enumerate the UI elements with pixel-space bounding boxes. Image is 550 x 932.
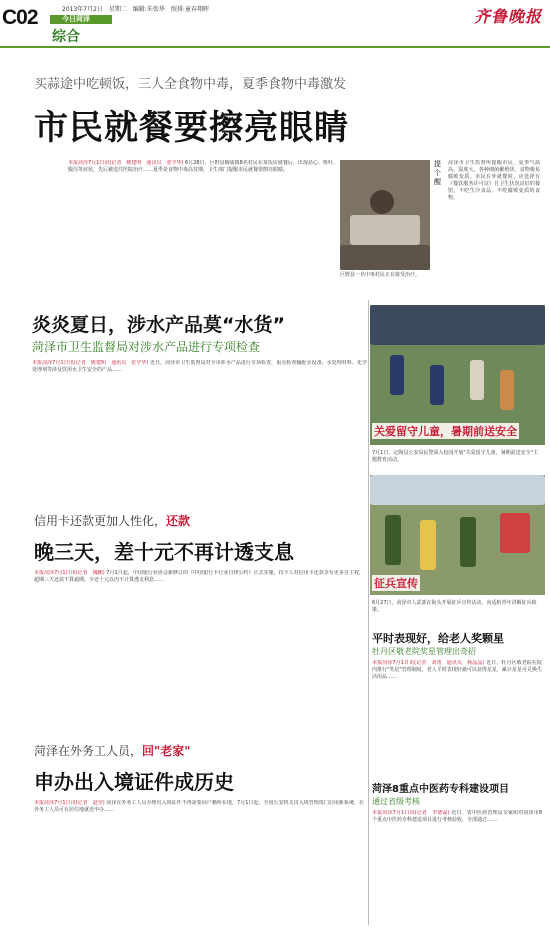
story2-headline: 炎炎夏日，涉水产品莫“水货”	[32, 314, 285, 336]
story5-headline: 申办出入境证件成历史	[34, 770, 234, 794]
photo-right-1-caption: 7月1日，定陶县公安局民警深入校园开展"关爱留守儿童，暑期前送安全"主题教育活动。	[372, 450, 538, 463]
story6-subhead: 通过省级考核	[372, 797, 420, 806]
story1-body	[68, 160, 338, 280]
story1-photo-caption: 巨野县一名中毒村民正在接受治疗。	[340, 272, 421, 278]
story4-headline: 平时表现好，给老人奖颗星	[372, 632, 504, 645]
photo-right-1	[370, 305, 545, 445]
story1-byline: 本报菏泽7月1日讯(记者 姚建明 通讯员 张学华)	[68, 160, 184, 166]
column-divider	[368, 300, 369, 925]
story2-byline: 本报菏泽7月1日讯(记者 姚建明 通讯员 张学华)	[32, 360, 149, 366]
story6-body	[372, 810, 542, 925]
story2-body	[32, 360, 367, 480]
story5-byline: 本报菏泽7月1日讯(记者 赵莹)	[34, 800, 105, 806]
story5-text: 菏泽在外务工人员办理出入境证件不再需要回户籍所在地，7月1日起，全国公安机关出入境管理部门启用新系统，在外务工人员可在居住地就近申办……	[34, 800, 364, 813]
story3-byline: 本报菏泽7月1日讯(记者 魏鹏)	[34, 570, 105, 576]
story1-kicker: 买蒜途中吃顿饭，三人全食物中毒，夏季食物中毒激发	[34, 77, 347, 92]
section-tag-label: 今日菏泽	[62, 15, 90, 23]
photo-right-1-tag: 关爱留守儿童，暑期前送安全	[374, 425, 517, 438]
story2-text: 近日，菏泽市卫生监督局对全市涉水产品进行专项检查，重点检查输配水设备、水处理材料、化学处理剂等涉及饮用水卫生安全的产品……	[32, 360, 367, 373]
story3-headline: 晚三天，差十元不再计透支息	[34, 540, 294, 564]
story4-body	[372, 660, 542, 770]
story4-subhead: 牡丹区敬老院奖星管理出奇招	[372, 647, 476, 656]
story3-kicker-highlight: 还款	[166, 514, 191, 528]
photo-right-2-caption: 6月27日，菏泽市人武部在街头开展征兵宣传活动，向适龄青年讲解征兵政策。	[372, 600, 537, 613]
story6-headline: 菏泽8重点中医药专科建设项目	[372, 784, 509, 795]
story5-kicker-highlight: 回"老家"	[142, 744, 191, 758]
story6-text: 近日，省中医药管理局专家组对菏泽市8个重点中医药专科建设项目进行考核验收，全部通过……	[372, 810, 542, 823]
tip-text: 菏泽市卫生监督所提醒市民，夏季气温高、湿度大，各种细菌繁殖快，食物极易腐败变质。市民在外就餐时，应选择有《餐饮服务许可证》且卫生状况良好的餐馆，不吃生冷食品，不吃腐败变质的食物。	[448, 160, 540, 201]
story1-text: 6月28日，巨野县陶庙镇8名村民在某饭店就餐后，出现恶心、呕吐、腹泻等症状，先后被送往医院治疗……夏季是食物中毒高发期，卫生部门提醒市民就餐要擦亮眼睛。	[68, 160, 338, 173]
photo-right-2	[370, 475, 545, 595]
story4-text: 近日，牡丹区敬老院在院内推行"奖星"管理制度，老人平时表现好就可以获得星星，累计星星可兑换生活用品……	[372, 660, 542, 680]
story2-subhead: 菏泽市卫生监督局对涉水产品进行专项检查	[32, 340, 261, 354]
photo-right-2-tag: 征兵宣传	[374, 577, 418, 590]
story3-kicker-text: 信用卡还款更加人性化，	[34, 514, 167, 528]
story1-headline: 市民就餐要擦亮眼睛	[34, 108, 349, 148]
story6-byline: 本报菏泽7月1日讯(记者 李德磊)	[372, 810, 450, 816]
story5-body	[34, 800, 364, 925]
dateline: 2013年7月2日 星期二 编辑:朱张华 照排:童春翔晖	[62, 6, 209, 13]
section-name: 综合	[52, 29, 80, 45]
page-code: C02	[2, 6, 38, 29]
story5-kicker	[34, 740, 191, 759]
masthead-logo: 齐鲁晚报	[473, 7, 542, 26]
story5-kicker-text: 菏泽在外务工人员，	[34, 744, 143, 758]
story4-byline: 本报菏泽7月1日讯(记者 刘勇 通讯员 杨晶晶)	[372, 660, 485, 666]
masthead-rule	[0, 46, 550, 48]
story3-text: 7月1日起，中国银行业协会新修订的《中国银行卡行业自律公约》正式实施，持卡人对信用卡还款享有更多自主权，超期三天还款不算逾期，少还十元以内不计算透支利息……	[34, 570, 364, 583]
tip-label: 提个醒	[434, 160, 441, 186]
story3-kicker	[34, 510, 190, 529]
page-code-block	[0, 2, 44, 32]
story3-body	[34, 570, 364, 720]
story1-photo	[340, 160, 430, 270]
